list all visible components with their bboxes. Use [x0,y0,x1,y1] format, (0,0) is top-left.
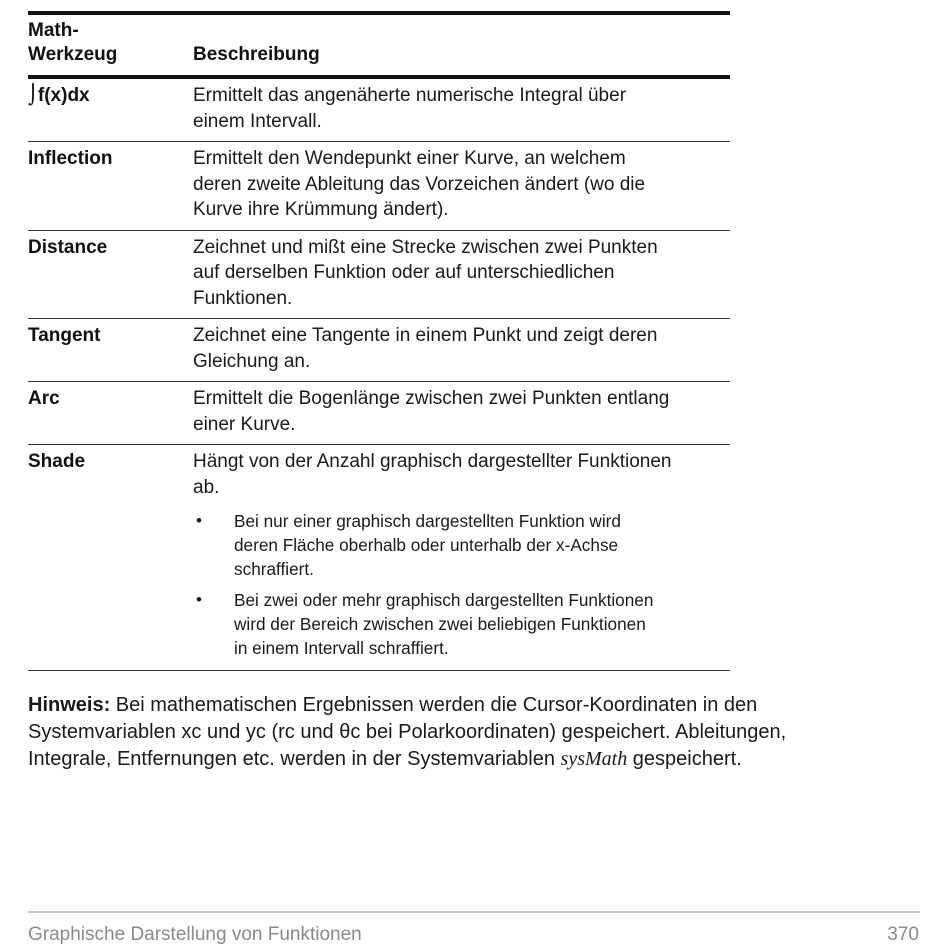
bullet-text [234,509,621,581]
bullet-line: wird der Bereich zwischen zwei beliebigen Funktionen [234,614,646,634]
note-text: Integrale, Entfernungen etc. werden in der Systemvariablen [28,748,561,770]
bullet-line: deren Fläche oberhalb oder unterhalb der x-Achse [234,535,619,555]
description-line: Hängt von der Anzahl graphisch dargestellter Funktionen [193,451,672,472]
header-tool-line-1: Math- [28,20,79,41]
description-line: Kurve ihre Krümmung ändert). [193,199,449,220]
table-row-integral [28,79,730,141]
note-text: gespeichert. [627,748,742,770]
tool-description [193,449,730,667]
header-tool-column [28,19,193,67]
footer-rule [28,911,920,913]
tool-name-text: f(x)dx [37,85,90,106]
tool-name: Distance [28,236,108,258]
tool-name: Shade [28,451,86,472]
table-row-distance [28,231,730,319]
note-paragraph [28,692,928,773]
table-row-tangent [28,319,730,381]
note-line-3 [28,746,928,773]
bullet-list [193,509,718,660]
description-line: Ermittelt das angenäherte numerische Integral über [193,85,627,106]
tool-name: Inflection [28,148,113,169]
list-item [193,509,718,581]
tool-description [193,323,730,374]
header-description-column: Beschreibung [193,44,320,65]
tool-name [28,83,193,108]
description-line: Gleichung an. [193,350,311,372]
description-line: Ermittelt den Wendepunkt einer Kurve, an welchem [193,148,626,169]
math-tools-table [28,11,730,671]
description-line: einem Intervall. [193,110,322,132]
description-line: Zeichnet eine Tangente in einem Punkt und zeigt deren [193,325,658,346]
header-tool-line-2: Werkzeug [28,44,118,65]
tool-description [193,146,730,223]
footer-page-number: 370 [887,924,919,945]
table-header-row [28,15,730,75]
tool-name: Tangent [28,325,101,346]
bullet-marker: • [196,511,202,530]
description-line: Ermittelt die Bogenlänge zwischen zwei Punkten entlang [193,388,670,409]
note-line-2: Systemvariablen xc und yc (rc und θc bei Polarkoordinaten) gespeichert. Ableitungen, [28,721,787,743]
table-bottom-rule [28,670,730,671]
table-row-inflection [28,142,730,230]
description-line: Zeichnet und mißt eine Strecke zwischen zwei Punkten [193,236,658,258]
tool-name: Arc [28,388,60,409]
tool-description [193,386,730,437]
table-row-arc [28,382,730,444]
bullet-line: in einem Intervall schraffiert. [234,638,449,658]
bullet-line: schraffiert. [234,559,314,579]
integral-icon: ⌡ [28,84,38,106]
note-label: Hinweis: [28,694,111,716]
tool-description [193,83,730,134]
system-variable-name: sysMath [560,748,628,770]
bullet-text [234,588,653,660]
note-text: Bei mathematischen Ergebnissen werden die Cursor-Koordinaten in den [110,694,758,716]
description-line: Funktionen. [193,287,293,309]
description-line: einer Kurve. [193,413,296,435]
description-line: auf derselben Funktion oder auf unterschiedlichen [193,262,615,283]
bullet-line: Bei nur einer graphisch dargestellten Funktion wird [234,511,621,531]
table-row-shade [28,445,730,670]
description-line: ab. [193,476,220,498]
tool-description [193,235,730,312]
bullet-marker: • [196,590,202,609]
list-item [193,588,718,660]
description-line: deren zweite Ableitung das Vorzeichen ändert (wo die [193,173,646,195]
note-line-1 [28,692,928,719]
footer-chapter-title: Graphische Darstellung von Funktionen [28,924,362,945]
bullet-line: Bei zwei oder mehr graphisch dargestellten Funktionen [234,590,654,610]
